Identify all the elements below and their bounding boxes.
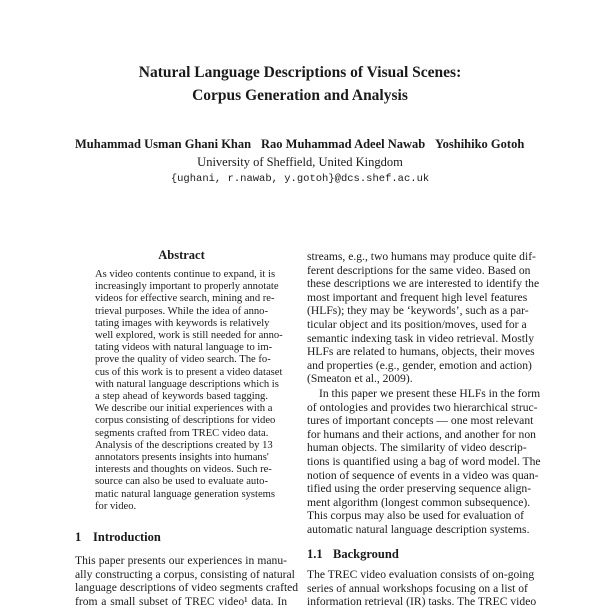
text-line: tions is quantified using a bag of word model. The [307,455,541,468]
text-line: cus of this work is to present a video dataset [95,366,283,378]
text-line: As video contents continue to expand, it is [95,269,276,280]
text-line: interests and thoughts on videos. Such re- [95,464,272,476]
text-line: This paper presents our experiences in manu- [75,554,287,567]
text-line: (Smeaton et al., 2009). [307,372,413,386]
text-line: for video. [95,500,137,512]
text-line: tating images with keywords is relatively [95,317,270,329]
text-line: source can also be used to evaluate auto- [95,476,268,488]
text-line: We describe our initial experiences with a [95,403,273,415]
subsection-number: 1.1 [307,547,323,561]
author-3: Yoshihiko Gotoh [435,137,525,151]
text-line: with natural language descriptions which is [95,378,279,390]
text-line: annotators presents insights into humans' [95,452,269,463]
text-line: streams, e.g., two humans may produce quite dif- [307,250,536,263]
text-line: well explored, work is still needed for anno- [95,330,283,341]
text-line: In this paper we present these HLFs in the form [319,387,541,400]
text-line: semantic indexing task in video retrieval. Mostly [307,331,534,345]
text-line: ally constructing a corpus, consisting of natural [75,567,295,581]
section-heading-introduction: Introduction [93,530,161,544]
text-line: prove the quality of video search. The fo- [95,354,271,366]
text-line: automatic natural language description systems. [307,523,530,536]
text-line: matic natural language generation systems [95,488,276,500]
text-line: videos for effective search, mining and re- [95,293,275,305]
text-line: The TREC video evaluation consists of on-going [307,568,535,581]
text-line: corpus consisting of descriptions for video [95,415,276,427]
author-emails: {ughani, r.nawab, y.gotoh}@dcs.shef.ac.uk [170,173,430,185]
text-line: ticular object and its position/moves, used for a [307,318,527,331]
text-line: (HLFs); they may be ‘keywords’, such as a par- [307,304,529,318]
paper-title-line-2: Corpus Generation and Analysis [192,87,408,104]
text-line: of ontologies and provides two hierarchical struc- [307,400,538,414]
text-line: these descriptions we are interested to identify the [307,277,540,291]
text-line: series of annual workshops focusing on a list of [307,581,528,595]
text-line: HLFs are related to humans, objects, their moves [307,345,535,359]
text-line: tified using the order preserving sequence align- [307,482,532,496]
text-line: for humans and their actions, and another for non [307,427,536,441]
text-line: notion of sequence of events in a video was quan- [307,468,539,482]
abstract-heading: Abstract [158,248,205,262]
text-line: segments crafted from TREC video data. [95,427,269,439]
paper-title-line-1: Natural Language Descriptions of Visual Scenes: [138,64,462,81]
text-line: language descriptions of video segments crafted [75,581,299,595]
text-line: and properties (e.g., gender, emotion and action) [307,358,532,372]
text-line: a step ahead of keywords based tagging. [95,391,268,402]
text-line: human objects. The similarity of video descrip- [307,441,527,455]
subsection-heading-background: Background [333,547,399,561]
text-line: ment algorithm (longest common subsequence). [307,495,531,509]
author-2: Rao Muhammad Adeel Nawab [261,137,426,151]
text-line: ferent descriptions for the same video. Based on [307,263,531,277]
text-line: This corpus may also be used for evaluation of [307,509,525,523]
text-line: from a small subset of TREC video¹ data. In [75,594,287,608]
affiliation: University of Sheffield, United Kingdom [197,155,403,169]
section-number: 1 [75,530,82,544]
text-line: information retrieval (IR) tasks. The TREC video [307,595,537,608]
text-line: increasingly important to properly annotate [95,281,279,293]
text-line: most important and frequent high level features [307,290,528,304]
author-1: Muhammad Usman Ghani Khan [75,137,252,151]
text-line: trieval purposes. While the idea of anno- [95,305,268,317]
text-line: tating videos with natural language to im- [95,342,273,354]
text-line: Analysis of the descriptions created by 13 [95,439,273,451]
text-line: tures of important concepts — one most relevant [307,414,534,428]
